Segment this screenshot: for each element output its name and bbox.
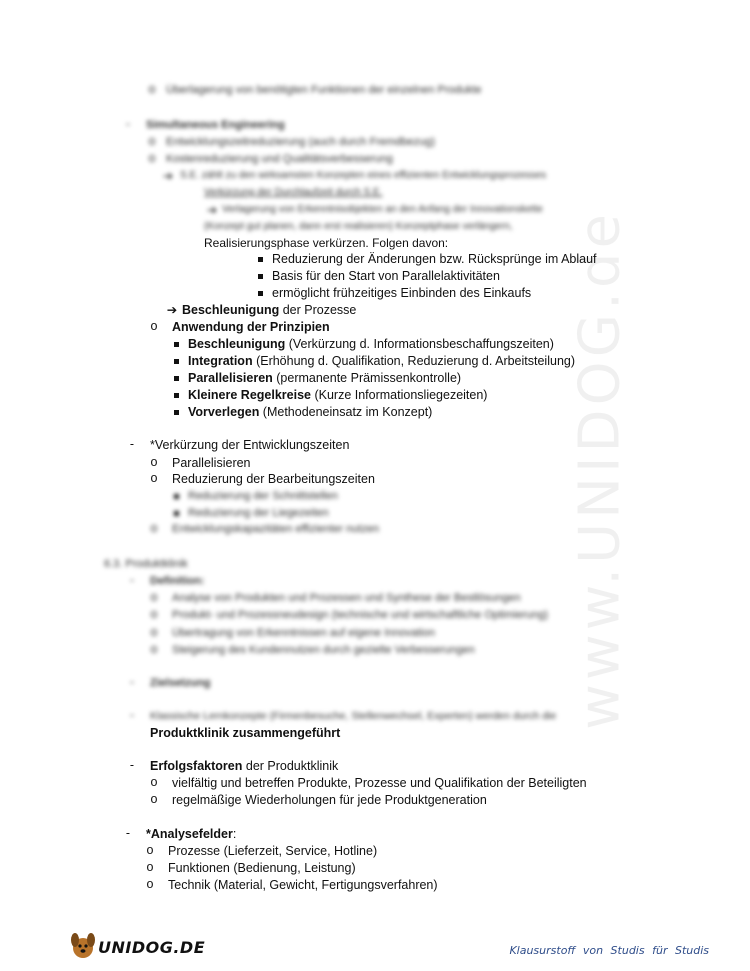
dog-icon <box>68 926 98 962</box>
circle-bullet: o <box>150 590 158 604</box>
doc-line-rest: (permanente Prämissenkontrolle) <box>272 371 462 385</box>
dash-bullet: - <box>129 758 135 772</box>
doc-line-rest: (Kurze Informationsliegezeiten) <box>311 388 488 402</box>
doc-line: Reduzierung der Schnittstellen <box>188 490 338 502</box>
square-bullet <box>252 285 268 299</box>
doc-line: Übertragung von Erkenntnissen auf eigene Innovation <box>172 627 435 639</box>
doc-line <box>188 387 487 403</box>
circle-bullet: o <box>146 843 154 857</box>
doc-line: Technik (Material, Gewicht, Fertigungsverfahren) <box>168 878 438 892</box>
doc-line <box>188 353 575 369</box>
doc-line: Steigerung des Kundennutzen durch gezielte Verbesserungen <box>172 644 475 656</box>
dash-bullet: - <box>129 437 135 451</box>
doc-heading: 6.3. Produktklinik <box>104 558 188 570</box>
square-bullet <box>168 505 184 519</box>
doc-line-rest: (Erhöhung d. Qualifikation, Reduzierung d. Arbeitsteilung) <box>252 354 576 368</box>
circle-bullet: o <box>150 319 158 333</box>
doc-line-bold: Erfolgsfaktoren <box>150 759 243 773</box>
doc-line: Reduzierung der Liegezeiten <box>188 507 329 519</box>
circle-bullet: o <box>148 151 156 165</box>
circle-bullet: o <box>150 607 158 621</box>
square-bullet <box>168 488 184 502</box>
doc-line: Entwicklungskapazitäten effizienter nutzen <box>172 523 380 535</box>
dash-bullet: - <box>129 573 135 587</box>
circle-bullet: o <box>150 775 158 789</box>
doc-line: Analyse von Produkten und Prozessen und Synthese der Bestlösungen <box>172 592 521 604</box>
watermark: www.UNIDOG.de <box>567 210 633 730</box>
doc-line: vielfältig und betreffen Produkte, Prozesse und Qualifikation der Beteiligten <box>172 776 587 790</box>
doc-line: (Konzept gut planen, dann erst realisieren) Konzeptphase verlängern, <box>204 221 513 232</box>
doc-line: Klassische Lernkonzepte (Firmenbesuche, Stellenwechsel, Experten) werden durch die <box>150 710 557 722</box>
doc-line: Produktklinik zusammengeführt <box>150 726 341 740</box>
doc-line: Verkürzung der Durchlaufzeit durch S.E. <box>204 187 383 198</box>
dash-bullet: - <box>129 708 135 722</box>
circle-bullet: o <box>146 877 154 891</box>
doc-line-bold: Parallelisieren <box>188 371 273 385</box>
dash-bullet: - <box>125 117 131 131</box>
doc-line-bold: Beschleunigung <box>188 337 286 351</box>
doc-line-rest: der Prozesse <box>279 303 357 317</box>
logo-text: UNIDOG.DE <box>98 938 206 957</box>
doc-heading: Zielsetzung <box>150 677 211 689</box>
arrow-icon: ➔ <box>162 169 174 183</box>
doc-line: Parallelisieren <box>172 456 251 470</box>
circle-bullet: o <box>150 625 158 639</box>
doc-line-bold: Kleinere Regelkreise <box>188 388 311 402</box>
doc-line <box>188 336 554 352</box>
doc-line-bold: Integration <box>188 354 253 368</box>
doc-heading: Simultaneous Engineering <box>146 119 285 131</box>
doc-line: Produkt- und Prozessneudesign (technische und wirtschaftliche Optimierung) <box>172 609 549 621</box>
doc-line: *Verkürzung der Entwicklungszeiten <box>150 438 350 452</box>
doc-line <box>182 302 356 318</box>
circle-bullet: o <box>150 642 158 656</box>
doc-line-rest: (Methodeneinsatz im Konzept) <box>259 405 433 419</box>
circle-bullet: o <box>150 792 158 806</box>
circle-bullet: o <box>150 455 158 469</box>
circle-bullet: o <box>146 860 154 874</box>
doc-line <box>188 370 461 386</box>
doc-line: Verlagerung von Erkenntnisobjekten an den Anfang der Innovationskette <box>222 204 543 215</box>
circle-bullet: o <box>148 134 156 148</box>
doc-line: Realisierungsphase verkürzen. Folgen davon: <box>204 236 449 250</box>
arrow-icon: ➔ <box>206 203 218 217</box>
doc-line-bold: *Analysefelder <box>146 827 233 841</box>
doc-line-rest: : <box>232 827 237 841</box>
dash-bullet: - <box>129 675 135 689</box>
footer-slogan: Klausurstoff von Studis für Studis <box>509 944 709 957</box>
circle-bullet: o <box>148 82 156 96</box>
doc-line-rest: der Produktklinik <box>242 759 339 773</box>
doc-line: Überlagerung von benötigten Funktionen der einzelnen Produkte <box>166 84 482 96</box>
doc-heading: Anwendung der Prinzipien <box>172 320 330 334</box>
doc-line: Prozesse (Lieferzeit, Service, Hotline) <box>168 844 378 858</box>
doc-line: Kostenreduzierung und Qualitätsverbesserung <box>166 153 393 165</box>
circle-bullet: o <box>150 521 158 535</box>
doc-line <box>146 826 236 842</box>
square-bullet <box>168 387 184 401</box>
arrow-icon: ➔ <box>166 303 178 317</box>
doc-line: Reduzierung der Änderungen bzw. Rücksprünge im Ablauf <box>272 252 597 266</box>
doc-line: S.E. zählt zu den wirksamsten Konzepten eines effizienten Entwicklungsprozesses <box>180 170 547 181</box>
square-bullet <box>252 251 268 265</box>
doc-line: Entwicklungszeitreduzierung (auch durch Fremdbezug) <box>166 136 436 148</box>
doc-line: Funktionen (Bedienung, Leistung) <box>168 861 356 875</box>
square-bullet <box>168 404 184 418</box>
dash-bullet: - <box>125 826 131 840</box>
square-bullet <box>252 268 268 282</box>
square-bullet <box>168 370 184 384</box>
doc-line-rest: (Verkürzung d. Informationsbeschaffungszeiten) <box>285 337 554 351</box>
doc-line <box>188 404 432 420</box>
doc-line: Basis für den Start von Parallelaktivitäten <box>272 269 500 283</box>
unidog-logo <box>68 926 206 962</box>
square-bullet <box>168 353 184 367</box>
circle-bullet: o <box>150 471 158 485</box>
doc-line-bold: Vorverlegen <box>188 405 260 419</box>
doc-line: Reduzierung der Bearbeitungszeiten <box>172 472 375 486</box>
doc-line-bold: Beschleunigung <box>182 303 280 317</box>
doc-heading: Definition: <box>150 575 205 587</box>
doc-line: ermöglicht frühzeitiges Einbinden des Einkaufs <box>272 286 532 300</box>
doc-line <box>150 758 338 774</box>
doc-line: regelmäßige Wiederholungen für jede Produktgeneration <box>172 793 487 807</box>
square-bullet <box>168 336 184 350</box>
